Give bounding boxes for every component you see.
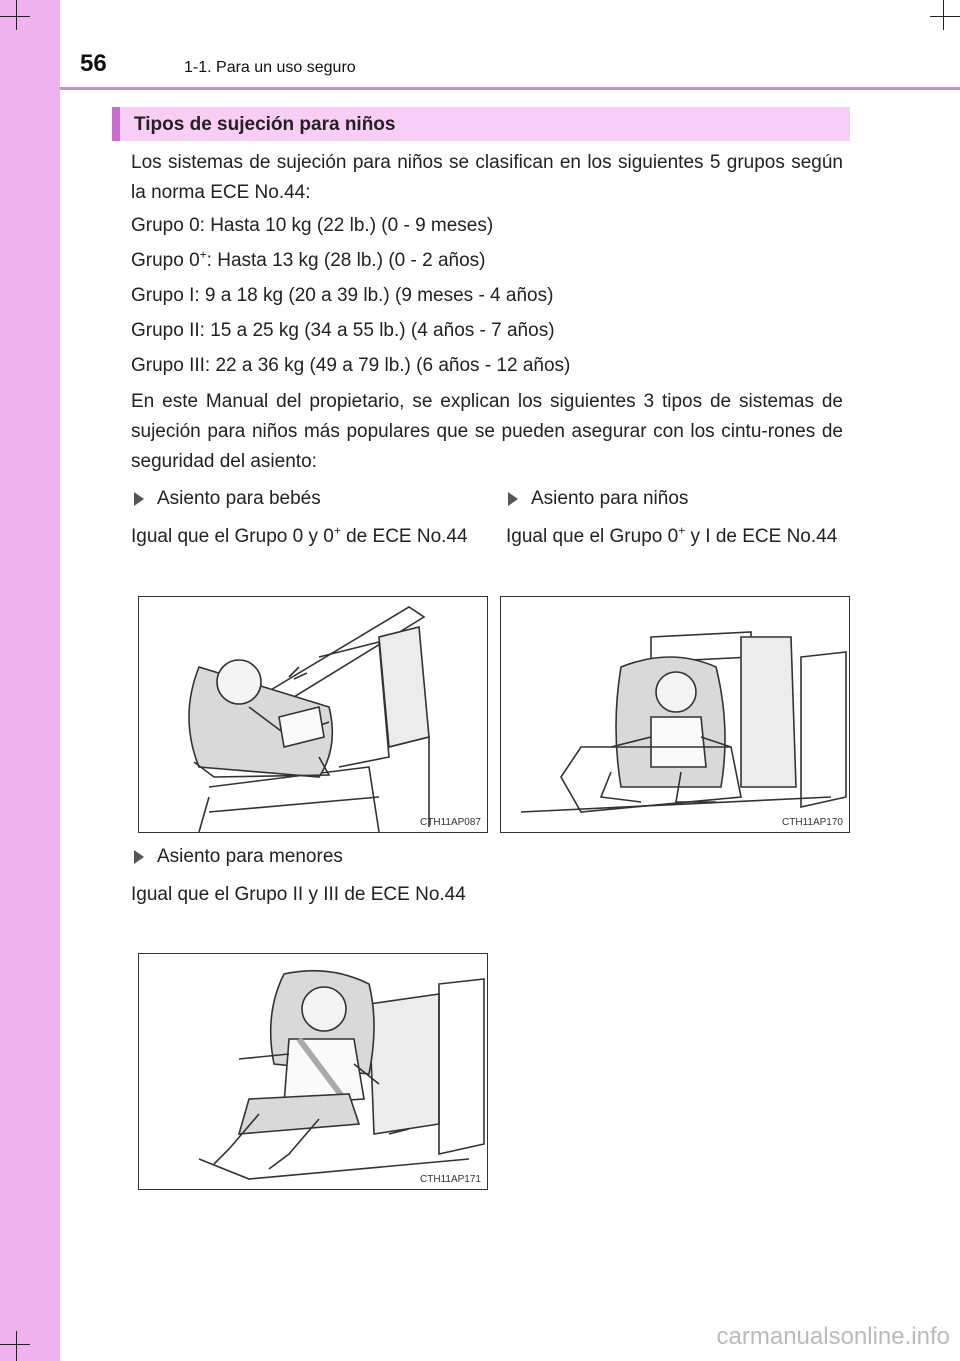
child-desc-a: Igual que el Grupo 0 [506,526,679,547]
bullet-triangle-icon [508,492,518,506]
infant-desc-b: de ECE No.44 [340,526,468,547]
section-title-bar [112,107,850,141]
infant-desc-sup: + [333,523,341,538]
crop-mark [943,0,944,30]
crop-mark [0,16,30,17]
crop-mark [930,16,960,17]
infant-seat-figure [138,596,488,833]
junior-seat-title: Asiento para menores [157,846,343,867]
page-number: 56 [80,50,107,77]
side-color-band [0,0,60,1361]
intro-paragraph: Los sistemas de sujeción para niños se clasifican en los siguientes 5 grupos según la norma ECE No.44: [131,152,843,203]
infant-desc-a: Igual que el Grupo 0 y 0 [131,526,334,547]
watermark: carmanualsonline.info [716,1323,950,1350]
child-figure-code: CTH11AP170 [782,817,843,828]
group-0-plus-text: : Hasta 13 kg (28 lb.) (0 - 2 años) [206,250,486,271]
group-3: Grupo III: 22 a 36 kg (49 a 79 lb.) (6 años - 12 años) [131,355,571,376]
running-header: 1-1. Para un uso seguro [184,59,356,76]
child-seat-illustration [501,597,849,832]
crop-mark [16,1331,17,1361]
child-seat-title: Asiento para niños [531,488,689,509]
group-0-plus [131,246,843,276]
infant-seat-title: Asiento para bebés [157,488,321,509]
group-0-plus-sup: + [199,247,207,262]
crop-mark [16,0,17,30]
explain-paragraph: En este Manual del propietario, se explican los siguientes 3 tipos de sistemas de sujeción para niños más populares que se pueden asegurar con los cintu-rones de seguridad del asiento: [131,391,843,472]
child-desc-sup: + [678,523,686,538]
child-desc-b: y I de ECE No.44 [685,526,838,547]
header-rule [60,87,960,90]
child-seat-desc [506,522,843,551]
infant-seat-desc [131,522,479,551]
section-title: Tipos de sujeción para niños [134,114,396,135]
crop-mark [0,1344,30,1345]
group-0-plus-label: Grupo 0 [131,250,200,271]
infant-seat-illustration [139,597,487,832]
junior-seat-figure [138,953,488,1190]
bullet-triangle-icon [134,492,144,506]
child-seat-figure [500,596,850,833]
bullet-triangle-icon [134,850,144,864]
group-2: Grupo II: 15 a 25 kg (34 a 55 lb.) (4 años - 7 años) [131,320,555,341]
group-1: Grupo I: 9 a 18 kg (20 a 39 lb.) (9 meses - 4 años) [131,285,554,306]
infant-figure-code: CTH11AP087 [420,817,481,828]
junior-seat-desc: Igual que el Grupo II y III de ECE No.44 [131,884,466,905]
group-0: Grupo 0: Hasta 10 kg (22 lb.) (0 - 9 meses) [131,215,494,236]
junior-figure-code: CTH11AP171 [420,1174,481,1185]
junior-seat-illustration [139,954,487,1189]
